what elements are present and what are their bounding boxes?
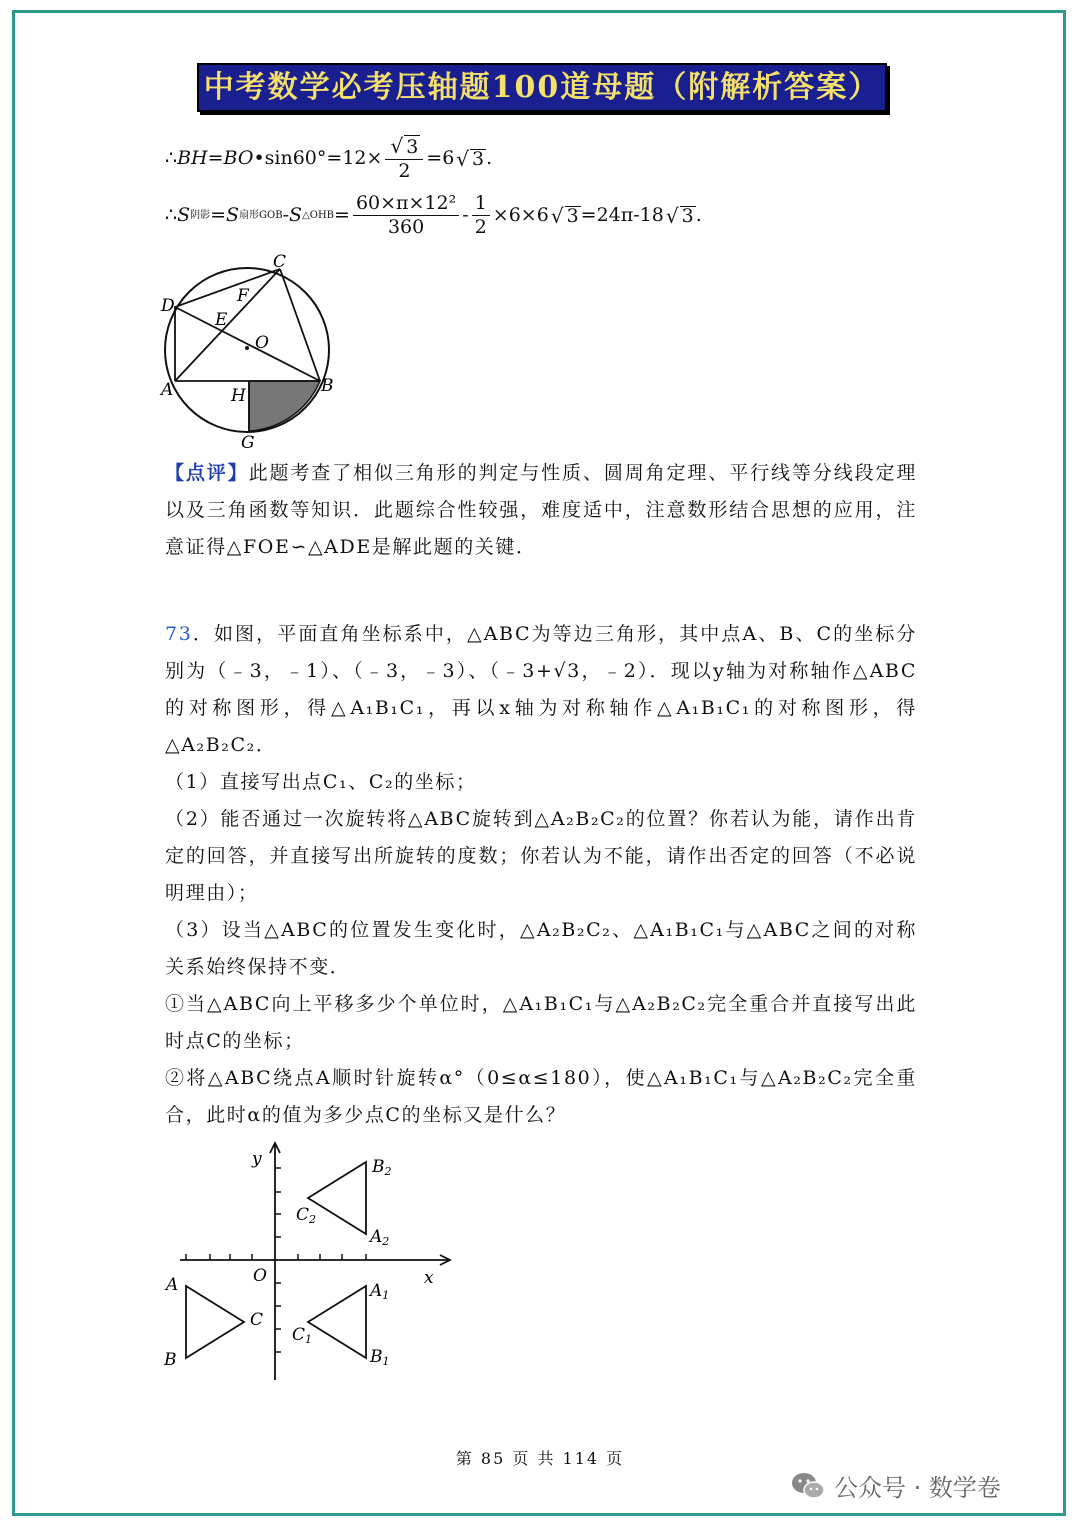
page-number: 第 85 页 共 114 页 (455, 1449, 625, 1468)
question-2: （2）能否通过一次旋转将△ABC旋转到△A₂B₂C₂的位置？你若认为能，请作出肯定的回答，并直接写出所旋转的度数；你若认为不能，请作出否定的回答（不必说明理由）； (165, 808, 917, 904)
question-3: （3）设当△ABC的位置发生变化时，△A₂B₂C₂、△A₁B₁C₁与△ABC之间的对称关系始终保持不变． (165, 919, 917, 978)
wechat-icon (790, 1471, 826, 1501)
label-origin: O (253, 1266, 267, 1286)
circle-geometry-figure (155, 245, 345, 455)
comment-paragraph (165, 455, 917, 566)
fraction: $\frac{√ 3}{2}$ (385, 136, 423, 181)
label-a1: A1 (370, 1281, 390, 1302)
triangle-a1b1c1 (308, 1286, 366, 1358)
fraction-half: $\frac{1}{2}$ (472, 194, 490, 237)
question-1: （1）直接写出点C₁、C₂的坐标； (165, 771, 477, 793)
equation-area: ∴ S 阴影 =S 扇形GOB - S △OHB = $\frac{\text{60×π×12²}}{360}$ - $\frac{1}{2}$ ×6×6 √ 3 =24π-18 √ 3 . (165, 192, 702, 238)
label-d: D (161, 296, 175, 316)
label-b: B (164, 1350, 177, 1370)
triangle-a2b2c2 (308, 1162, 366, 1234)
comment-tag: 【点评】 (165, 462, 249, 484)
label-h: H (231, 386, 246, 406)
center-point (245, 346, 249, 350)
problem-73 (165, 616, 917, 1134)
label-a: A (161, 380, 174, 400)
label-a2: A2 (370, 1227, 390, 1248)
label-b: B (321, 376, 334, 396)
problem-stem: ．如图，平面直角坐标系中，△ABC为等边三角形，其中点A、B、C的坐标分别为（﹣3，﹣1）、（﹣3，﹣3）、（﹣3+√3，﹣2）．现以y轴为对称轴作△ABC的对称图形，得△A₁B₁C₁，再以x轴为对称轴作△A₁B₁C₁的对称图形，得△A₂B₂C₂． (165, 623, 917, 756)
watermark-text: 公众号 · 数学卷 (834, 1474, 1001, 1502)
label-c2: C2 (296, 1205, 317, 1226)
therefore-symbol: ∴ (165, 147, 178, 169)
label-b1: B1 (370, 1347, 390, 1368)
label-b2: B2 (372, 1157, 392, 1178)
label-f: F (237, 286, 249, 306)
label-a: A (166, 1275, 179, 1295)
axes (180, 1143, 450, 1380)
sqrt-term: 3 (472, 147, 485, 170)
label-o: O (255, 333, 269, 353)
label-c: C (250, 1310, 264, 1330)
label-x-axis: x (424, 1268, 434, 1288)
equation-part: =12× (326, 147, 383, 169)
label-g: G (241, 433, 255, 453)
therefore-symbol: ∴ (165, 204, 178, 226)
equation-bh: ∴ BH=BO • sin60° =12× $\frac{√ 3}{2}$ =6 √ 3 . (165, 134, 493, 182)
dot-operator: • (253, 147, 265, 169)
coordinate-figure (160, 1140, 460, 1390)
label-c1: C1 (292, 1325, 313, 1346)
problem-number: 73 (165, 623, 193, 645)
label-y-axis: y (252, 1149, 262, 1169)
label-e: E (215, 310, 228, 330)
watermark (790, 1468, 1001, 1503)
equation-part: =6 (426, 147, 455, 169)
comment-text: 此题考查了相似三角形的判定与性质、圆周角定理、平行线等分线段定理以及三角函数等知识．此题综合性较强，难度适中，注意数形结合思想的应用，注意证得△FOE∽△ADE是解此题的关键． (165, 462, 917, 558)
sin-term: sin60° (264, 147, 327, 169)
page-title: 中考数学必考压轴题100道母题（附解析答案） (197, 63, 887, 112)
label-c: C (273, 252, 287, 272)
fraction: $\frac{\text{60×π×12²}}{360}$ (353, 194, 459, 237)
question-3b: ②将△ABC绕点A顺时针旋转α°（0≤α≤180），使△A₁B₁C₁与△A₂B₂C₂完全重合，此时α的值为多少点C的坐标又是什么？ (165, 1067, 917, 1126)
triangle-abc (186, 1286, 244, 1358)
equation-lhs: BH=BO (177, 147, 254, 169)
question-3a: ①当△ABC向上平移多少个单位时，△A₁B₁C₁与△A₂B₂C₂完全重合并直接写出此时点C的坐标； (165, 993, 917, 1052)
